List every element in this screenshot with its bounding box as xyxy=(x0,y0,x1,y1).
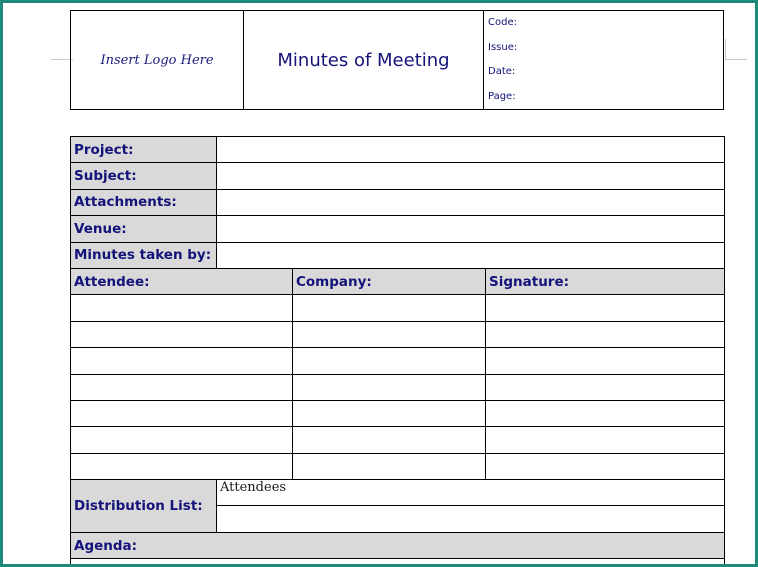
attendee-header-row xyxy=(71,268,725,294)
minutes-taken-by-field[interactable] xyxy=(217,242,725,268)
signature-cell[interactable] xyxy=(486,427,725,453)
agenda-row xyxy=(71,532,725,558)
subject-row xyxy=(71,163,725,189)
company-cell[interactable] xyxy=(293,348,486,374)
signature-header: Signature: xyxy=(486,268,725,294)
company-cell[interactable] xyxy=(293,295,486,321)
distribution-row xyxy=(71,480,725,506)
attendee-row xyxy=(71,453,725,479)
subject-label: Subject: xyxy=(71,163,217,189)
logo-placeholder[interactable]: Insert Logo Here xyxy=(71,11,244,110)
company-cell[interactable] xyxy=(293,400,486,426)
signature-cell[interactable] xyxy=(486,400,725,426)
meta-issue-label: Issue: xyxy=(488,41,518,53)
attendee-cell[interactable] xyxy=(71,295,293,321)
agenda-content-row xyxy=(71,559,725,567)
meta-page-label: Page: xyxy=(488,90,516,102)
distribution-list-label: Distribution List: xyxy=(71,480,217,533)
attendee-cell[interactable] xyxy=(71,348,293,374)
attendee-cell[interactable] xyxy=(71,321,293,347)
venue-label: Venue: xyxy=(71,216,217,242)
company-cell[interactable] xyxy=(293,321,486,347)
attendee-row xyxy=(71,295,725,321)
subject-field[interactable] xyxy=(217,163,725,189)
meta-date-label: Date: xyxy=(488,66,516,77)
meta-block xyxy=(484,11,724,110)
attachments-row xyxy=(71,189,725,215)
attendee-row xyxy=(71,348,725,374)
company-cell[interactable] xyxy=(293,453,486,479)
project-label: Project: xyxy=(71,137,217,163)
distribution-list-field[interactable] xyxy=(217,506,725,532)
distribution-list-value[interactable]: Attendees xyxy=(217,480,725,506)
attendee-row xyxy=(71,321,725,347)
document-title: Minutes of Meeting xyxy=(244,11,484,110)
attendee-cell[interactable] xyxy=(71,453,293,479)
meta-code-label: Code: xyxy=(488,17,517,28)
signature-cell[interactable] xyxy=(486,453,725,479)
attendee-row xyxy=(71,427,725,453)
attendee-cell[interactable] xyxy=(71,400,293,426)
minutes-taken-by-label: Minutes taken by: xyxy=(71,242,217,268)
crop-mark-right-v xyxy=(725,39,726,59)
project-row xyxy=(71,137,725,163)
company-header: Company: xyxy=(293,268,486,294)
signature-cell[interactable] xyxy=(486,348,725,374)
minutes-taken-by-row xyxy=(71,242,725,268)
signature-cell[interactable] xyxy=(486,321,725,347)
agenda-field[interactable] xyxy=(71,559,725,567)
attendee-row xyxy=(71,374,725,400)
signature-cell[interactable] xyxy=(486,295,725,321)
agenda-label: Agenda: xyxy=(71,532,725,558)
venue-field[interactable] xyxy=(217,216,725,242)
attendee-cell[interactable] xyxy=(71,427,293,453)
attendee-row xyxy=(71,400,725,426)
company-cell[interactable] xyxy=(293,374,486,400)
attachments-label: Attachments: xyxy=(71,189,217,215)
venue-row xyxy=(71,216,725,242)
signature-cell[interactable] xyxy=(486,374,725,400)
attachments-field[interactable] xyxy=(217,189,725,215)
crop-mark-right-h xyxy=(725,59,747,60)
meeting-form-table xyxy=(70,136,725,567)
header-table xyxy=(70,10,724,110)
project-field[interactable] xyxy=(217,137,725,163)
attendee-cell[interactable] xyxy=(71,374,293,400)
company-cell[interactable] xyxy=(293,427,486,453)
attendee-header: Attendee: xyxy=(71,268,293,294)
